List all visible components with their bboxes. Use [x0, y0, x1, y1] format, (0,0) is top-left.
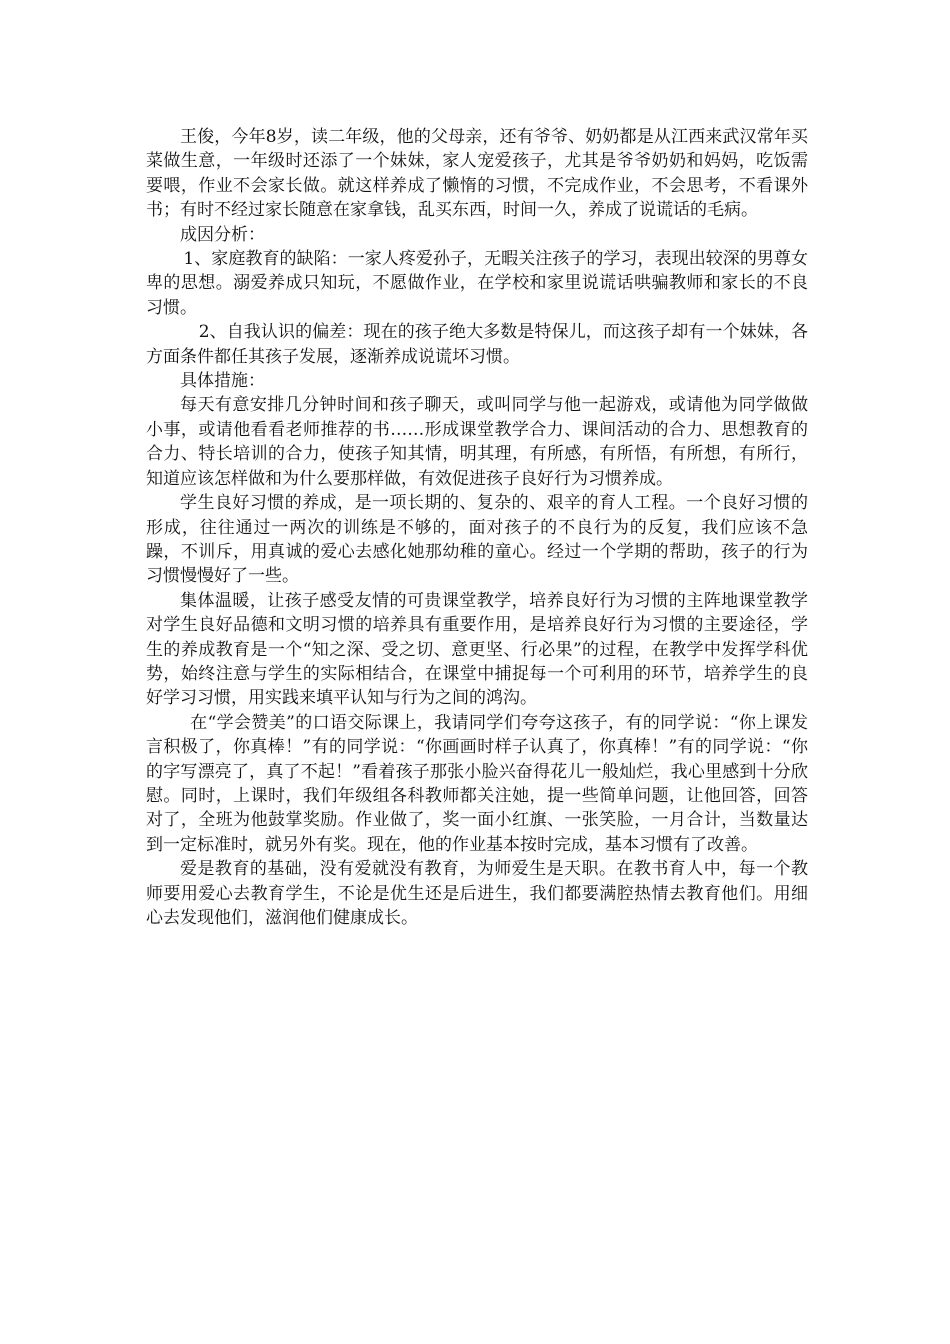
paragraph-conclusion: 爱是教育的基础，没有爱就没有教育，为师爱生是天职。在教书育人中，每一个教师要用爱心去教育学生，不论是优生还是后进生，我们都要满腔热情去教育他们。用细心去发现他们，滋润他们健康成长。 [146, 859, 808, 928]
paragraph-cause-self: 2、自我认识的偏差：现在的孩子绝大多数是特保儿，而这孩子却有一个妹妹，各方面条件都任其孩子发展，逐渐养成说谎坏习惯。 [146, 322, 808, 367]
paragraph-measures-daily: 每天有意安排几分钟时间和孩子聊天，或叫同学与他一起游戏，或请他为同学做做小事，或请他看看老师推荐的书……形成课堂教学合力、课间活动的合力、思想教育的合力、特长培训的合力，使孩子知其情，明其理，有所感，有所悟，有所想，有所行，知道应该怎样做和为什么要那样做，有效促进孩子良好行为习惯养成。 [146, 395, 808, 489]
paragraph-classroom-teaching: 集体温暖，让孩子感受友情的可贵课堂教学，培养良好行为习惯的主阵地课堂教学对学生良好品德和文明习惯的培养具有重要作用，是培养良好行为习惯的主要途径，学生的养成教育是一个“知之深、受之切、意更坚、行必果”的过程，在教学中发挥学科优势，始终注意与学生的实际相结合，在课堂中捕捉每一个可利用的环节，培养学生的良好学习习惯，用实践来填平认知与行为之间的鸿沟。 [146, 590, 808, 709]
paragraph-cause-family: 1、家庭教育的缺陷：一家人疼爱孙子，无暇关注孩子的学习，表现出较深的男尊女卑的思想。溺爱养成只知玩，不愿做作业，在学校和家里说谎话哄骗教师和家长的不良习惯。 [146, 249, 808, 318]
heading-measures: 具体措施： [180, 371, 265, 392]
paragraph-habit-formation: 学生良好习惯的养成，是一项长期的、复杂的、艰辛的育人工程。一个良好习惯的形成，往往通过一两次的训练是不够的，面对孩子的不良行为的反复，我们应该不急躁，不训斥，用真诚的爱心去感化她那幼稚的童心。经过一个学期的帮助，孩子的行为习惯慢慢好了一些。 [146, 493, 808, 587]
document-body [146, 125, 808, 930]
heading-cause-analysis: 成因分析： [180, 224, 265, 245]
paragraph-case-description: 王俊，今年8岁，读二年级，他的父母亲，还有爷爷、奶奶都是从江西来武汉常年买菜做生意，一年级时还添了一个妹妹，家人宠爱孩子，尤其是爷爷奶奶和妈妈，吃饭需要喂，作业不会家长做。就这样养成了懒惰的习惯，不完成作业，不会思考，不看课外书；有时不经过家长随意在家拿钱，乱买东西，时间一久，养成了说谎话的毛病。 [146, 127, 808, 221]
paragraph-praise-lesson: 在“学会赞美”的口语交际课上，我请同学们夸夸这孩子，有的同学说：“你上课发言积极了，你真棒！”有的同学说：“你画画时样子认真了，你真棒！”有的同学说：“你的字写漂亮了，真了不起！”看着孩子那张小脸兴奋得花儿一般灿烂，我心里感到十分欣慰。同时，上课时，我们年级组各科教师都关注她，提一些简单问题，让他回答，回答对了，全班为他鼓掌奖励。作业做了，奖一面小红旗、一张笑脸，一月合计，当数量达到一定标准时，就另外有奖。现在，他的作业基本按时完成，基本习惯有了改善。 [146, 712, 808, 855]
